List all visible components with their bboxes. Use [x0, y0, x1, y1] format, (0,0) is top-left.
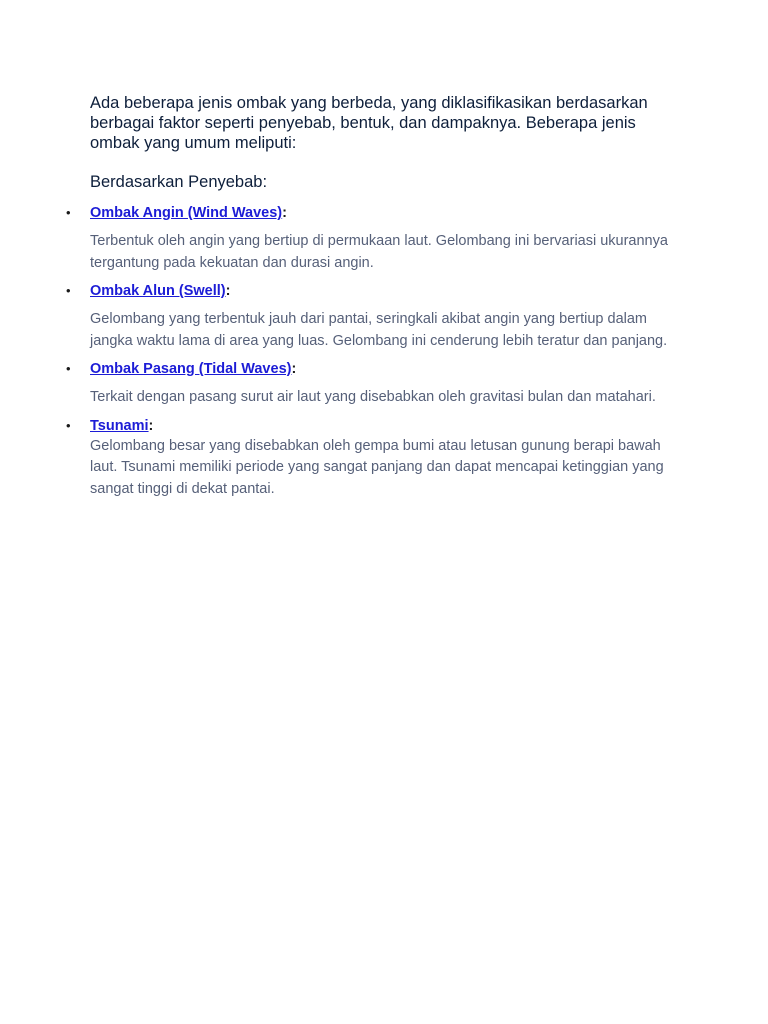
list-item-tsunami	[66, 416, 675, 501]
title-colon: :	[282, 205, 287, 221]
title-colon: :	[225, 283, 231, 299]
item-description: Terkait dengan pasang surut air laut yang disebabkan oleh gravitasi bulan dan matahari.	[90, 389, 656, 405]
item-description: Terbentuk oleh angin yang bertiup di permukaan laut. Gelombang ini bervariasi ukurannya tergantung pada kekuatan dan durasi angin.	[90, 233, 668, 271]
section-heading: Berdasarkan Penyebab:	[90, 173, 268, 191]
link-tsunami[interactable]: Tsunami	[90, 417, 149, 434]
item-title-row	[90, 281, 675, 301]
title-colon: :	[148, 417, 154, 434]
bullet-icon: •	[66, 361, 71, 376]
wave-type-list	[66, 203, 675, 500]
list-item-tidal-waves	[66, 359, 675, 409]
title-colon: :	[291, 361, 297, 377]
document-content	[66, 93, 675, 500]
bullet-icon: •	[66, 417, 71, 433]
item-title-row	[90, 416, 675, 436]
link-swell[interactable]: Ombak Alun (Swell)	[90, 283, 226, 299]
item-description: Gelombang yang terbentuk jauh dari pantai, seringkali akibat angin yang bertiup dalam jangka waktu lama di area yang luas. Gelombang ini cenderung lebih teratur dan panjang.	[90, 311, 668, 349]
item-title-row	[90, 359, 675, 379]
bullet-icon: •	[66, 283, 71, 298]
link-tidal-waves[interactable]: Ombak Pasang (Tidal Waves)	[90, 361, 292, 377]
list-item-wind-waves	[66, 203, 675, 274]
item-title-row	[90, 203, 675, 223]
list-item-swell	[66, 281, 675, 352]
item-description: Gelombang besar yang disebabkan oleh gempa bumi atau letusan gunung berapi bawah laut. Tsunami memiliki periode yang sangat panjang dan dapat mencapai ketinggian yang sangat tinggi di dekat pantai.	[90, 437, 664, 497]
link-wind-waves[interactable]: Ombak Angin (Wind Waves)	[90, 205, 283, 221]
bullet-icon: •	[66, 205, 71, 220]
intro-paragraph: Ada beberapa jenis ombak yang berbeda, yang diklasifikasikan berdasarkan berbagai faktor seperti penyebab, bentuk, dan dampaknya. Beberapa jenis ombak yang umum meliputi:	[90, 94, 648, 152]
